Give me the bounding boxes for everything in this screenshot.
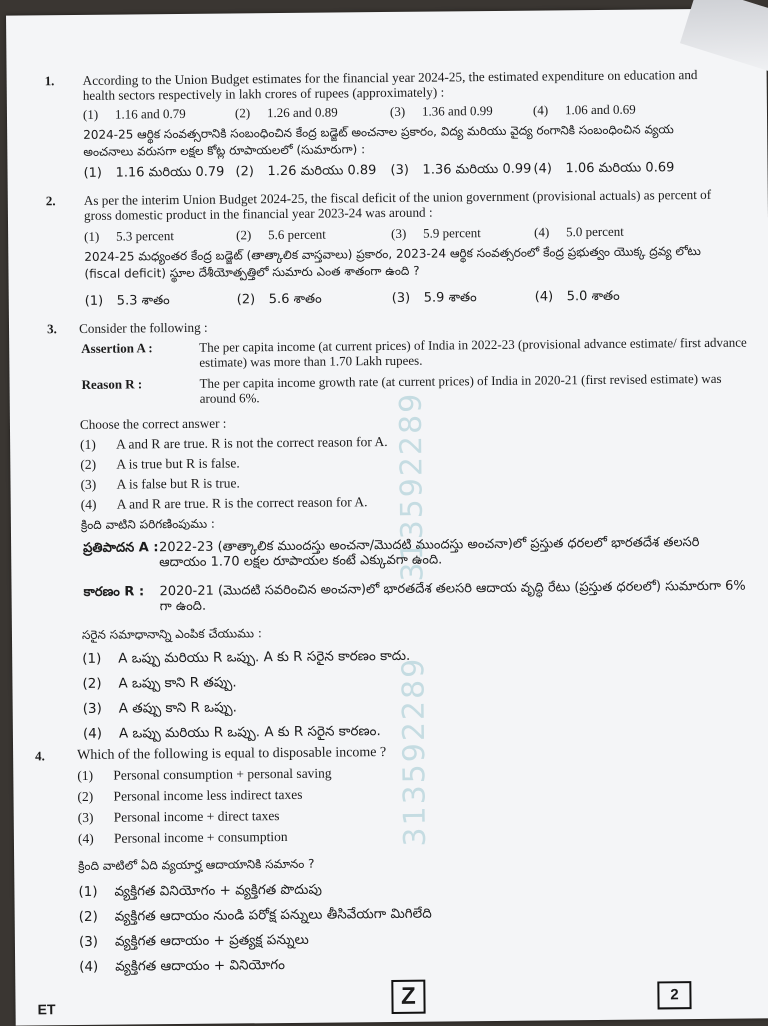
question-2 [8,186,748,309]
option-4: (4) 1.06 and 0.69 [532,101,636,118]
option-2: (2) 5.6 percent [236,226,326,243]
option-1: (1) A and R are true. R is not the correct reason for A. [80,434,388,452]
reason-label: Reason R : [81,376,143,392]
question-number: 4. [35,748,45,764]
option-1: (1) 5.3 percent [84,228,174,244]
option-1: (1) Personal consumption + personal saving [77,765,332,783]
choose-answer-te: సరైన సమాధానాన్ని ఎంపిక చేయుము : [81,626,262,642]
option-4: (4) వ్యక్తిగత ఆదాయం + వినియోగం [79,957,285,975]
options-en [84,223,744,244]
option-3: (3) A is false but R is true. [80,475,240,492]
page-number: 2 [657,981,691,1009]
question-intro-en: Consider the following : [78,319,208,336]
question-number: 2. [45,193,56,209]
options-te [78,878,749,984]
option-2: (2) A ఒప్పు కాని R తప్పు. [82,674,237,692]
option-2: (2) A is true but R is false. [80,455,240,472]
assertion-en [81,334,761,370]
option-3: (3) 1.36 మరియు 0.99 [390,161,532,178]
reason-label: కారణం R : [83,584,145,600]
option-1: (1) 1.16 and 0.79 [82,105,186,122]
option-3: (3) 1.36 and 0.99 [389,102,493,119]
question-text-te: 2024-25 ఆర్థిక సంవత్సరానికి సంబంధించిన కేంద్ర బడ్జెట్ అంచనాల ప్రకారం, విద్య మరియు వైద్య రంగానికి సంబంధించిన వ్యయ అంచనాలు వరుసగా లక్షల కోట్ల రూపాయలలో (సుమారుగా) : [83,122,674,159]
question-number: 3. [46,321,57,337]
option-3: (3) 5.9 percent [391,225,481,241]
option-4: (4) 5.0 percent [534,223,624,240]
question-text-te: క్రింది వాటిలో ఏది వ్యయార్హ ఆదాయానికి సమానం ? [78,856,315,873]
option-4: (4) A and R are true. R is the correct reason for A. [80,494,368,512]
question-text-en: According to the Union Budget estimates for the financial year 2024-25, the estimated expenditure on education and health sectors respectively in lakh crores of rupees (approximately) : [82,67,698,103]
option-2: (2) Personal income less indirect taxes [77,786,303,804]
question-text-en: As per the interim Union Budget 2024-25, the fiscal deficit of the union government (provisional actuals) as percent of gross domestic product in the financial year 2023-24 was around : [83,186,712,223]
watermark-number: 313592289 [396,656,434,847]
assertion-label: ప్రతిపాదన A : [83,540,159,556]
assertion-label: Assertion A : [81,340,153,356]
question-text-en: Which of the following is equal to disposable income ? [77,745,387,763]
reason-en [81,370,761,406]
option-2: (2) 1.26 మరియు 0.89 [235,163,377,180]
option-4: (4) A ఒప్పు మరియు R ఒప్పు. A కు R సరైన కారణం. [82,723,381,742]
option-1: (1) వ్యక్తిగత వినియోగం + వ్యక్తిగత పొదుపు [78,881,322,900]
reason-text: 2020-21 (మొదటి సవరించిన అంచనా)లో భారతదేశ తలసరి ఆదాయ వృద్ధి రేటు (ప్రస్తుత ధరలలో) సుమారుగా 6% గా ఉంది. [159,578,746,615]
options-te [84,287,745,309]
question-paper-sheet [6,8,768,1025]
choose-answer-en: Choose the correct answer : [79,415,227,432]
option-2: (2) 1.26 and 0.89 [234,104,338,121]
reason-text: The per capita income growth rate (at current prices) of India in 2020-21 (first revised estimate) was around 6%. [199,370,722,406]
watermark-number: 313592289 [393,391,431,582]
booklet-series-box: Z [391,980,425,1014]
option-4: (4) Personal income + consumption [77,828,288,846]
question-number: 1. [44,73,55,89]
assertion-text: The per capita income (at current prices) of India in 2022-23 (provisional advance estimate/ first advance estimate) was more than 1.70 Lakh rupees. [199,334,747,370]
option-1: (1) 1.16 మరియు 0.79 [83,164,225,181]
option-3: (3) Personal income + direct taxes [77,808,280,825]
option-4: (4) 1.06 మరియు 0.69 [533,160,675,177]
option-1: (1) A ఒప్పు మరియు R ఒప్పు. A కు R సరైన కారణం కాదు. [82,647,411,667]
option-3: (3) A తప్పు కాని R ఒప్పు. [82,699,237,717]
option-3: (3) 5.9 శాతం [391,290,477,306]
question-1 [7,67,747,181]
assertion-text: 2022-23 (తాత్కాలిక ముందస్తు అంచనా/మొదటి ముందస్తు అంచనా)లో ప్రస్తుత ధరలలో భారతదేశ తలసరి ఆదాయం 1.70 లక్షల రూపాయల కంటే ఎక్కువగా ఉంది. [159,535,700,571]
option-2: (2) 5.6 శాతం [236,291,322,308]
question-text-te: 2024-25 మధ్యంతర కేంద్ర బడ్జెట్ (తాత్కాలిక వాస్తవాలు) ప్రకారం, 2023-24 ఆర్థిక సంవత్సరంలో కేంద్ర ప్రభుత్వం యొక్క ద్రవ్య లోటు (fiscal deficit) స్థూల దేశీయోత్పత్తిలో సుమారు ఎంత శాతంగా ఉంది ? [84,243,701,281]
option-4: (4) 5.0 శాతం [534,288,620,305]
option-3: (3) వ్యక్తిగత ఆదాయం + ప్రత్యక్ష పన్నులు [78,931,309,950]
question-intro-te: క్రింది వాటిని పరిగణింపుము : [80,516,216,532]
option-1: (1) 5.3 శాతం [84,293,170,309]
option-2: (2) వ్యక్తిగత ఆదాయం నుండి పరోక్ష పన్నులు తీసివేయగా మిగిలేది [78,905,432,925]
footer-code: ET [37,1001,56,1018]
